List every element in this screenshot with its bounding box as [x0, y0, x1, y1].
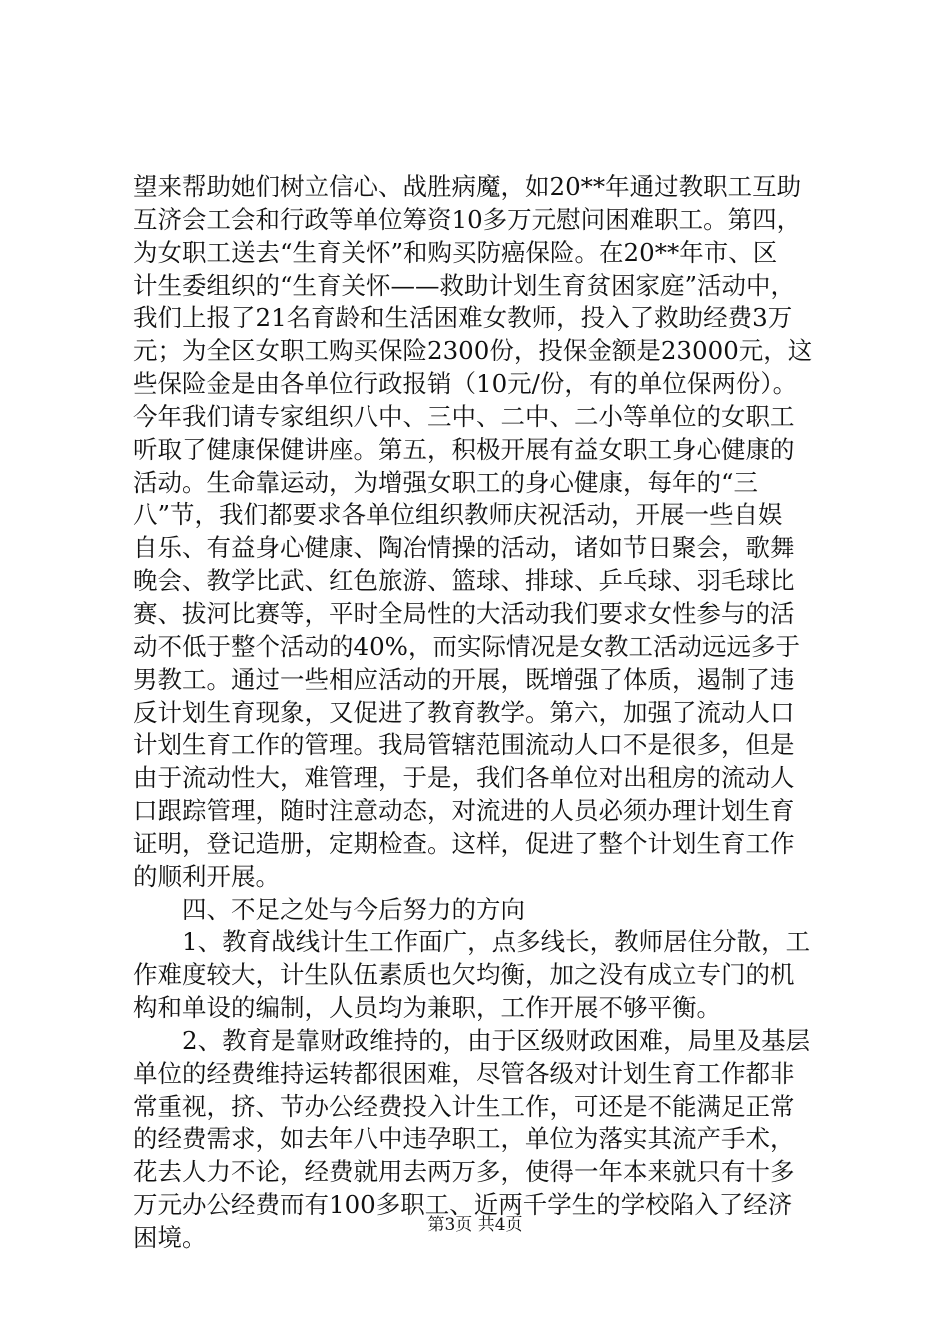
text-line: 赛、拔河比赛等，平时全局性的大活动我们要求女性参与的活	[133, 598, 795, 628]
text-line: 活动。生命靠运动，为增强女职工的身心健康，每年的“三	[133, 467, 759, 497]
text-line: 2、教育是靠财政维持的，由于区级财政困难，局里及基层	[133, 1025, 811, 1055]
text-line: 由于流动性大，难管理，于是，我们各单位对出租房的流动人	[133, 763, 795, 793]
text-line: 元；为全区女职工购买保险2300份，投保金额是23000元，这	[133, 336, 813, 366]
text-line: 花去人力不论，经费就用去两万多，使得一年本来就只有十多	[133, 1157, 795, 1187]
text-line: 证明，登记造册，定期检查。这样，促进了整个计划生育工作	[133, 828, 795, 858]
page-number-footer: 第3页 共4页	[427, 1215, 523, 1235]
text-line: 听取了健康保健讲座。第五，积极开展有益女职工身心健康的	[133, 434, 795, 464]
text-line: 晚会、教学比武、红色旅游、篮球、排球、乒乓球、羽毛球比	[133, 566, 795, 596]
text-line: 单位的经费维持运转都很困难，尽管各级对计划生育工作都非	[133, 1058, 795, 1088]
text-line: 计生委组织的“生育关怀——救助计划生育贫困家庭”活动中，	[133, 270, 796, 300]
text-line: 今年我们请专家组织八中、三中、二中、二小等单位的女职工	[133, 401, 795, 431]
text-line: 构和单设的编制，人员均为兼职，工作开展不够平衡。	[133, 993, 721, 1023]
text-line: 困境。	[133, 1223, 207, 1252]
text-line: 我们上报了21名育龄和生活困难女教师，投入了救助经费3万	[133, 303, 793, 333]
section-heading: 四、不足之处与今后努力的方向	[133, 894, 525, 924]
text-line: 八”节，我们都要求各单位组织教师庆祝活动，开展一些自娱	[133, 500, 783, 530]
text-line: 望来帮助她们树立信心、战胜病魔，如20**年通过教职工互助	[133, 172, 802, 201]
text-line: 的顺利开展。	[133, 861, 280, 891]
text-line: 口跟踪管理，随时注意动态，对流进的人员必须办理计划生育	[133, 796, 795, 826]
body-text	[133, 171, 833, 1255]
text-line: 些保险金是由各单位行政报销（10元/份，有的单位保两份）。	[133, 369, 798, 399]
text-line: 男教工。通过一些相应活动的开展，既增强了体质，遏制了违	[133, 664, 795, 694]
text-line: 为女职工送去“生育关怀”和购买防癌保险。在20**年市、区	[133, 237, 778, 267]
text-line: 互济会工会和行政等单位筹资10多万元慰问困难职工。第四，	[133, 204, 802, 234]
text-line: 作难度较大，计生队伍素质也欠均衡，加之没有成立专门的机	[133, 960, 795, 990]
text-line: 的经费需求，如去年八中违孕职工，单位为落实其流产手术，	[133, 1124, 795, 1154]
text-line: 1、教育战线计生工作面广，点多线长，教师居住分散，工	[133, 927, 811, 957]
text-line: 万元办公经费而有100多职工、近两千学生的学校陷入了经济	[133, 1190, 793, 1220]
text-line: 反计划生育现象，又促进了教育教学。第六，加强了流动人口	[133, 697, 795, 727]
text-line: 计划生育工作的管理。我局管辖范围流动人口不是很多，但是	[133, 730, 795, 760]
text-line: 常重视，挤、节办公经费投入计生工作，可还是不能满足正常	[133, 1091, 795, 1121]
text-line: 动不低于整个活动的40%，而实际情况是女教工活动远远多于	[133, 631, 800, 661]
text-line: 自乐、有益身心健康、陶冶情操的活动，诸如节日聚会，歌舞	[133, 533, 795, 563]
